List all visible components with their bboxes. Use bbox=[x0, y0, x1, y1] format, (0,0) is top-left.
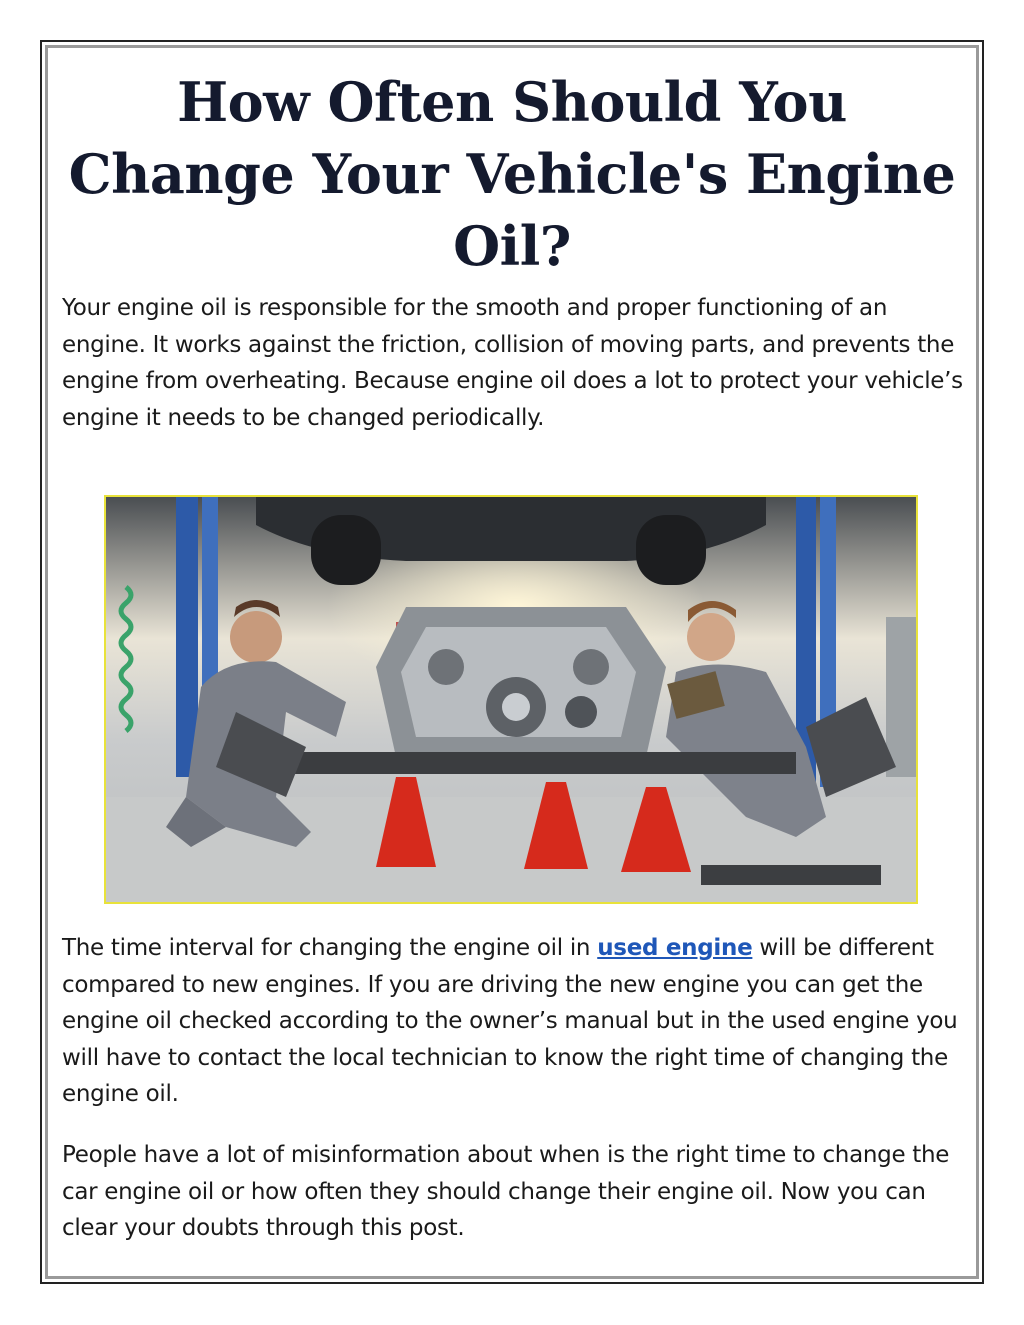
paragraph2-text-after-link: will be different compared to new engines. If you are driving the new engine you can get the engine oil checked according to the owner’s manual but in the used engine you will have to contact the local technician to know the right time of changing the engine oil. bbox=[62, 935, 958, 1107]
intro-paragraph: Your engine oil is responsible for the smooth and proper functioning of an engine. It works against the friction, collision of moving parts, and prevents the engine from overheating. Because engine oil does a lot to protect your vehicle’s engine it needs to be changed periodically. bbox=[62, 295, 963, 431]
used-engine-link[interactable]: used engine bbox=[597, 935, 753, 961]
page-title: How Often Should You Change Your Vehicle's Engine Oil? bbox=[68, 70, 956, 278]
paragraph2-text-before-link: The time interval for changing the engine oil in bbox=[62, 935, 598, 961]
misinformation-paragraph: People have a lot of misinformation about when is the right time to change the car engine oil or how often they should change their engine oil. Now you can clear your doubts through this post. bbox=[62, 1142, 950, 1241]
mechanics-engine-photo bbox=[104, 495, 918, 904]
photo-illustration bbox=[106, 497, 916, 902]
used-engine-paragraph bbox=[62, 930, 967, 1113]
